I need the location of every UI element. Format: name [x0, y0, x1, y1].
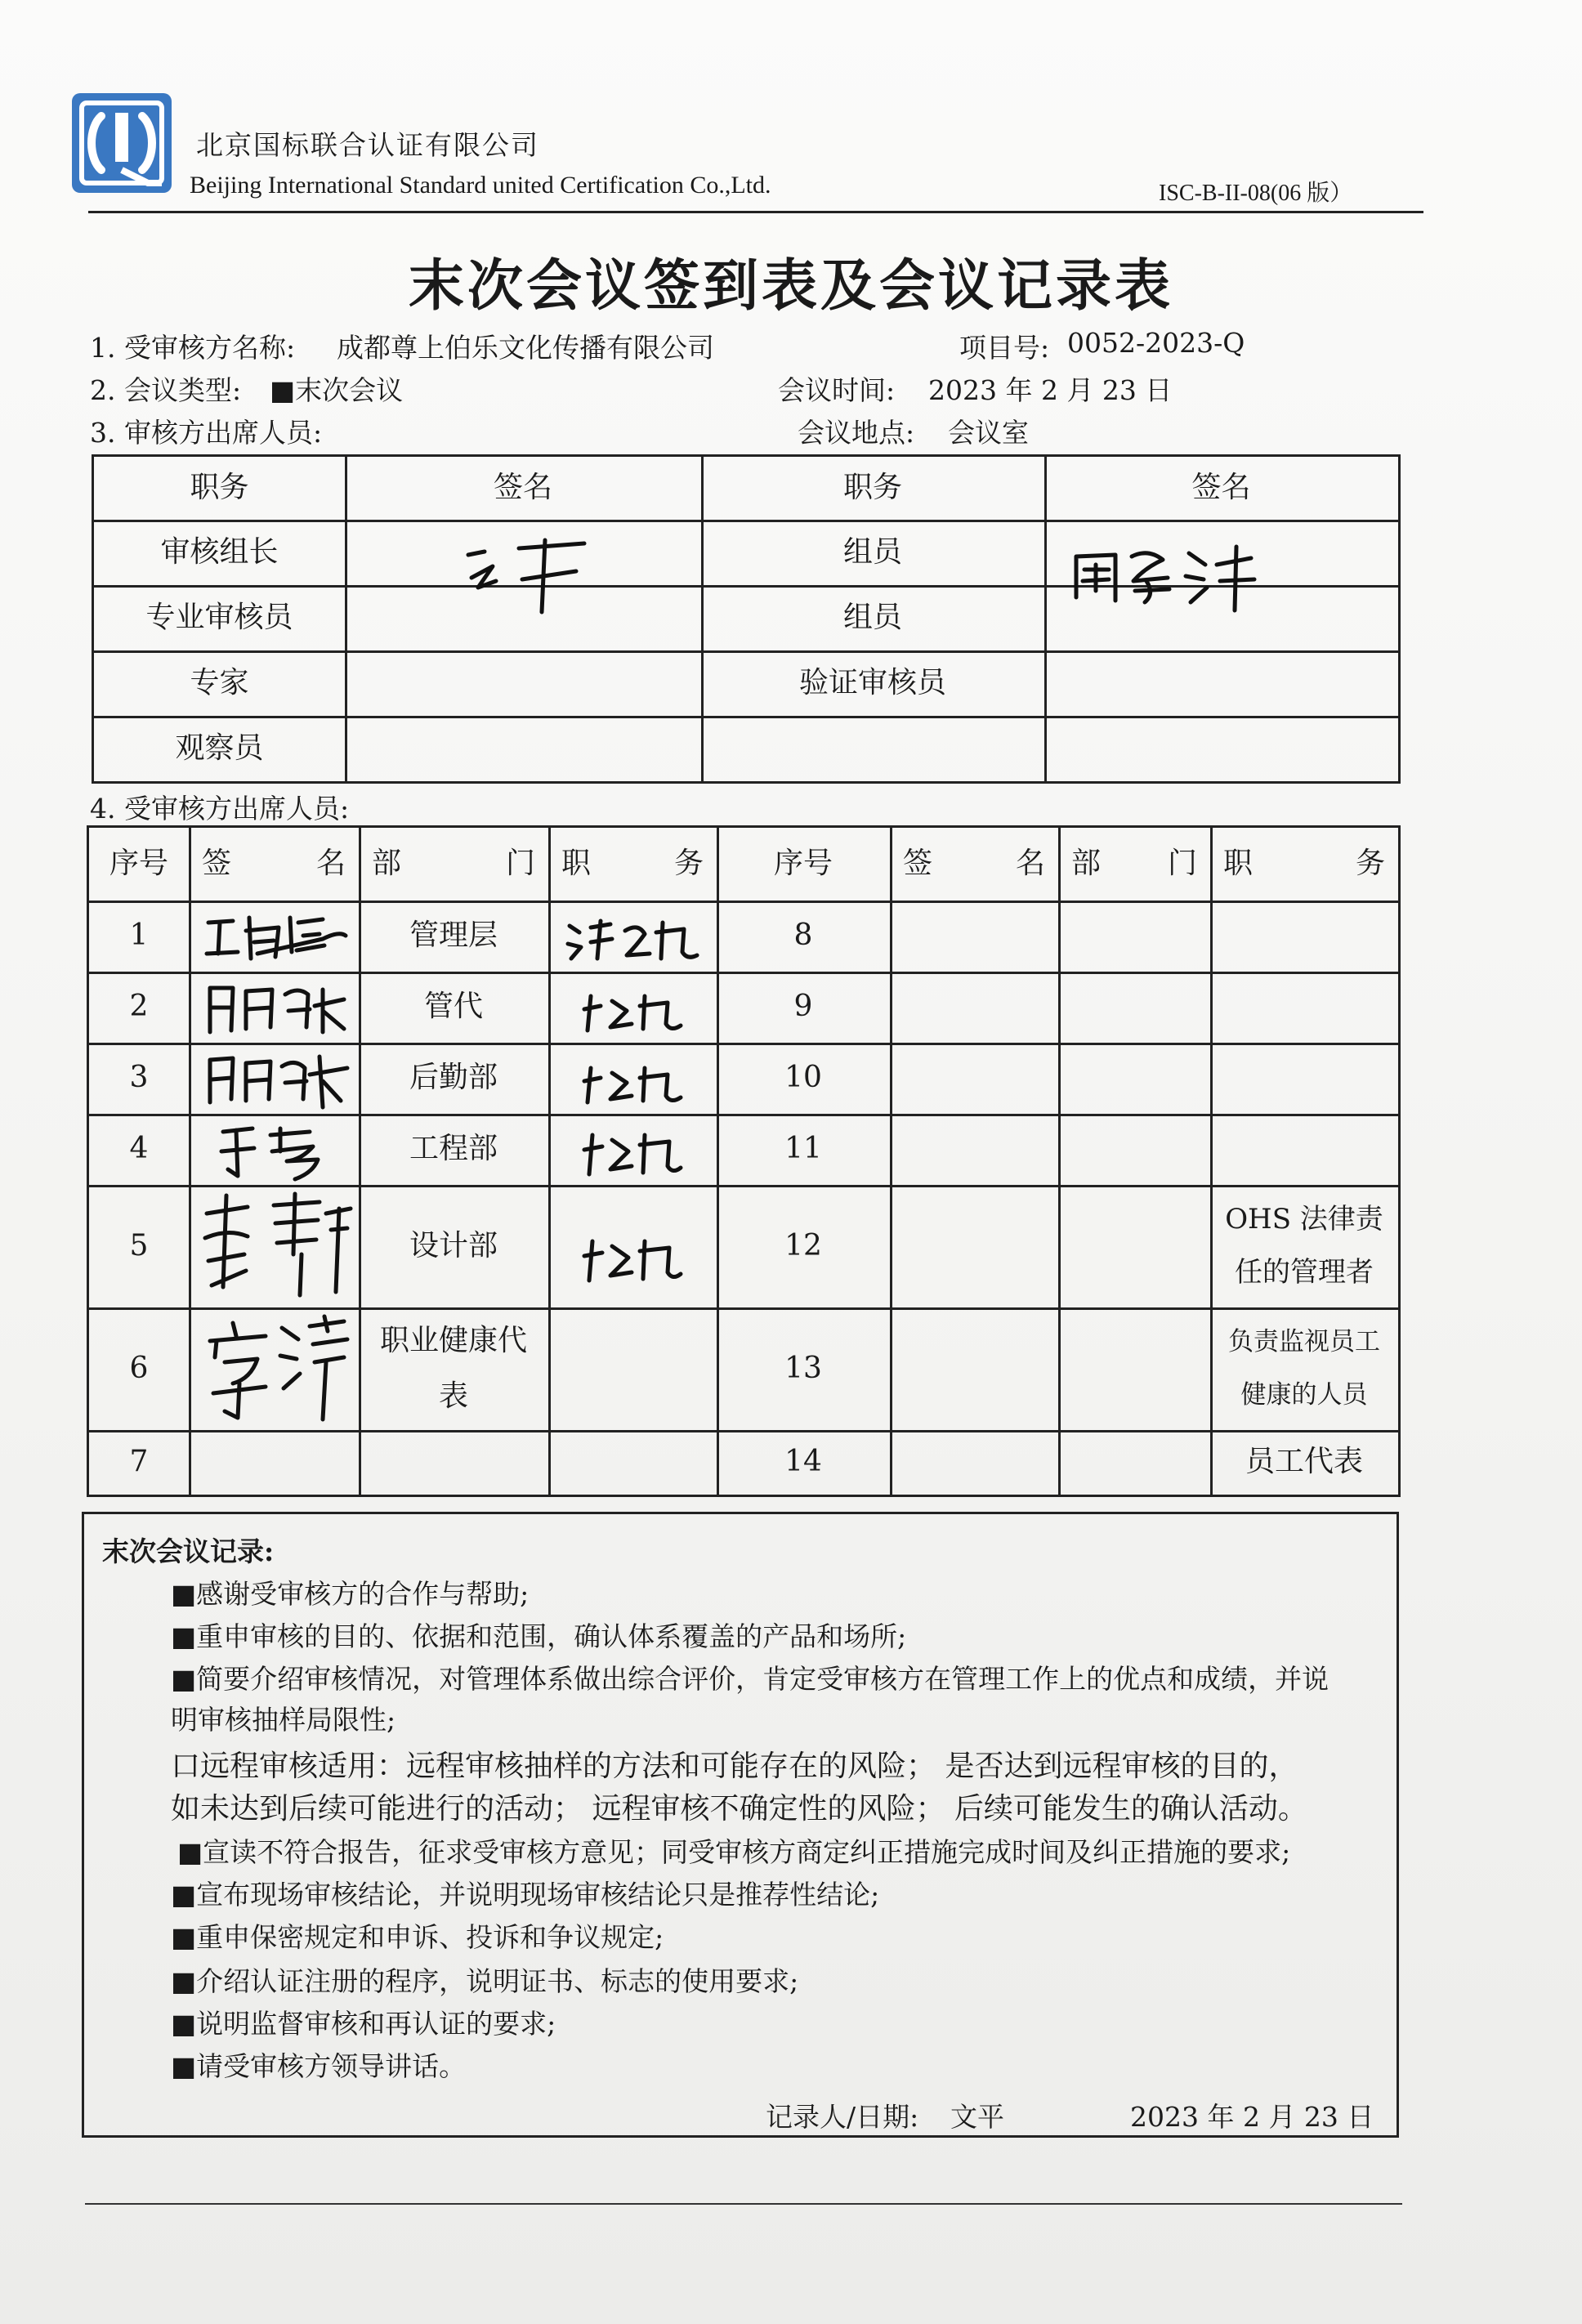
header-duty-char: 务	[1355, 847, 1385, 881]
meeting-type-label: 2. 会议类型:	[90, 374, 242, 406]
footer-divider	[85, 2203, 1402, 2205]
meeting-place: 会议室	[948, 417, 1029, 449]
row-no: 9	[793, 990, 813, 1024]
minutes-title: 末次会议记录:	[102, 1535, 275, 1567]
header-dept-char: 部	[1071, 847, 1102, 881]
role-professional-auditor: 专业审核员	[145, 600, 293, 634]
duty-handwriting	[579, 986, 686, 1035]
role-verification-auditor: 验证审核员	[798, 665, 946, 699]
minutes-item: ■宣布现场审核结论，并说明现场审核结论只是推荐性结论;	[171, 1879, 880, 1911]
minutes-item: ■简要介绍审核情况，对管理体系做出综合评价，肯定受审核方在管理工作上的优点和成绩，并说	[171, 1663, 1330, 1695]
row-duty: OHS 法律责任的管理者	[1225, 1203, 1383, 1289]
header-dept-char: 门	[505, 847, 535, 881]
header-signature: 签名	[1191, 471, 1251, 505]
header-sign-char: 名	[315, 847, 346, 881]
header-department	[359, 828, 548, 901]
row-no: 7	[129, 1445, 149, 1479]
row-no: 4	[129, 1132, 149, 1166]
header-duty-char: 务	[673, 847, 704, 881]
minutes-item: ■宣读不符合报告，征求受审核方意见；同受审核方商定纠正措施完成时间及纠正措施的要求;	[177, 1836, 1291, 1868]
role-observer: 观察员	[175, 731, 264, 765]
recorder-name: 文平	[950, 2101, 1004, 2133]
member-signature	[1066, 532, 1279, 622]
header-no: 序号	[109, 847, 168, 881]
meeting-minutes-box	[82, 1512, 1399, 2138]
meeting-type: ■末次会议	[270, 374, 404, 406]
row-department: 工程部	[409, 1132, 498, 1166]
row-no: 1	[129, 918, 149, 953]
role-member: 组员	[842, 600, 902, 634]
header-role: 职务	[190, 471, 249, 505]
meeting-time: 2023 年 2 月 23 日	[928, 374, 1173, 406]
minutes-item: 明审核抽样局限性;	[171, 1704, 396, 1736]
header-signature	[890, 828, 1058, 901]
row-no: 11	[784, 1132, 822, 1166]
header-sign-char: 签	[903, 847, 933, 881]
minutes-item: ■重申审核的目的、依据和范围，确认体系覆盖的产品和场所;	[171, 1620, 907, 1652]
role-lead-auditor: 审核组长	[160, 534, 279, 569]
row-no: 5	[129, 1228, 149, 1263]
minutes-item: 口远程审核适用：远程审核抽样的方法和可能存在的风险； 是否达到远程审核的目的，	[171, 1750, 1298, 1783]
row-no: 2	[129, 990, 149, 1024]
header-dept-char: 部	[372, 847, 402, 881]
row-duty: 负责监视员工健康的人员	[1228, 1326, 1380, 1410]
header-duty	[1210, 828, 1398, 901]
row-department: 管代	[423, 990, 483, 1024]
header-department	[1058, 828, 1210, 901]
minutes-item: ■说明监督审核和再认证的要求;	[171, 2008, 556, 2040]
attendee-signature	[200, 1312, 355, 1426]
attendee-signature	[200, 1048, 355, 1114]
row-department: 设计部	[409, 1228, 498, 1263]
auditor-table	[92, 454, 1401, 784]
row-department: 职业健康代表	[379, 1323, 527, 1413]
lead-auditor-signature	[454, 530, 617, 620]
meeting-time-label: 会议时间:	[778, 374, 896, 406]
minutes-item: 如未达到后续可能进行的活动； 远程审核不确定性的风险； 后续可能发生的确认活动。	[171, 1792, 1307, 1826]
duty-handwriting	[579, 1233, 686, 1285]
row-duty: 员工代表	[1245, 1445, 1363, 1479]
company-name-en: Beijing International Standard united Certification Co.,Ltd.	[190, 172, 771, 199]
duty-handwriting	[579, 1127, 686, 1179]
row-no: 10	[784, 1061, 822, 1095]
attendee-signature	[212, 1119, 351, 1184]
role-expert: 专家	[190, 665, 249, 699]
header-signature: 签名	[493, 471, 552, 505]
attendee-signature	[195, 1189, 359, 1303]
minutes-item: ■感谢受审核方的合作与帮助;	[171, 1578, 530, 1610]
minutes-item: ■介绍认证注册的程序，说明证书、标志的使用要求;	[171, 1965, 799, 1997]
minutes-item: ■请受审核方领导讲话。	[171, 2050, 467, 2082]
row-no: 12	[784, 1228, 822, 1263]
header-sign-char: 签	[202, 847, 232, 881]
row-no: 6	[129, 1351, 149, 1385]
role-member: 组员	[842, 534, 902, 569]
header-duty	[548, 828, 717, 901]
header-dept-char: 门	[1167, 847, 1197, 881]
row-no: 14	[784, 1445, 822, 1479]
project-label: 项目号:	[959, 332, 1050, 364]
recorder-label: 记录人/日期:	[766, 2101, 919, 2133]
header-duty-char: 职	[1223, 847, 1254, 881]
document-code: ISC-B-II-08(06 版）	[1159, 181, 1353, 206]
duty-handwriting	[561, 914, 705, 963]
row-no: 8	[793, 918, 813, 953]
page-title: 末次会议签到表及会议记录表	[408, 253, 1173, 319]
company-logo-icon	[70, 92, 173, 194]
attendee-signature	[200, 906, 355, 968]
header-signature	[189, 828, 359, 901]
project-number: 0052-2023-Q	[1067, 327, 1245, 359]
record-date: 2023 年 2 月 23 日	[1130, 2101, 1374, 2133]
auditee-label: 1. 受审核方名称:	[90, 332, 296, 364]
attendee-table	[87, 825, 1401, 1497]
auditee-name: 成都尊上伯乐文化传播有限公司	[337, 332, 714, 364]
row-no: 13	[784, 1351, 822, 1385]
row-department: 后勤部	[409, 1061, 498, 1095]
minutes-item: ■重申保密规定和申诉、投诉和争议规定;	[171, 1921, 664, 1953]
header-divider	[88, 211, 1423, 213]
header-no: 序号	[773, 847, 833, 881]
row-department: 管理层	[409, 918, 498, 953]
meeting-place-label: 会议地点:	[798, 417, 915, 449]
company-name-cn: 北京国标联合认证有限公司	[196, 129, 539, 161]
header-duty-char: 职	[561, 847, 592, 881]
auditor-attendees-label: 3. 审核方出席人员:	[90, 417, 323, 449]
attendee-signature	[200, 978, 355, 1040]
row-no: 3	[129, 1061, 149, 1095]
auditee-attendees-label: 4. 受审核方出席人员:	[90, 793, 350, 825]
header-role: 职务	[842, 471, 902, 505]
duty-handwriting	[579, 1058, 686, 1107]
header-sign-char: 名	[1015, 847, 1045, 881]
